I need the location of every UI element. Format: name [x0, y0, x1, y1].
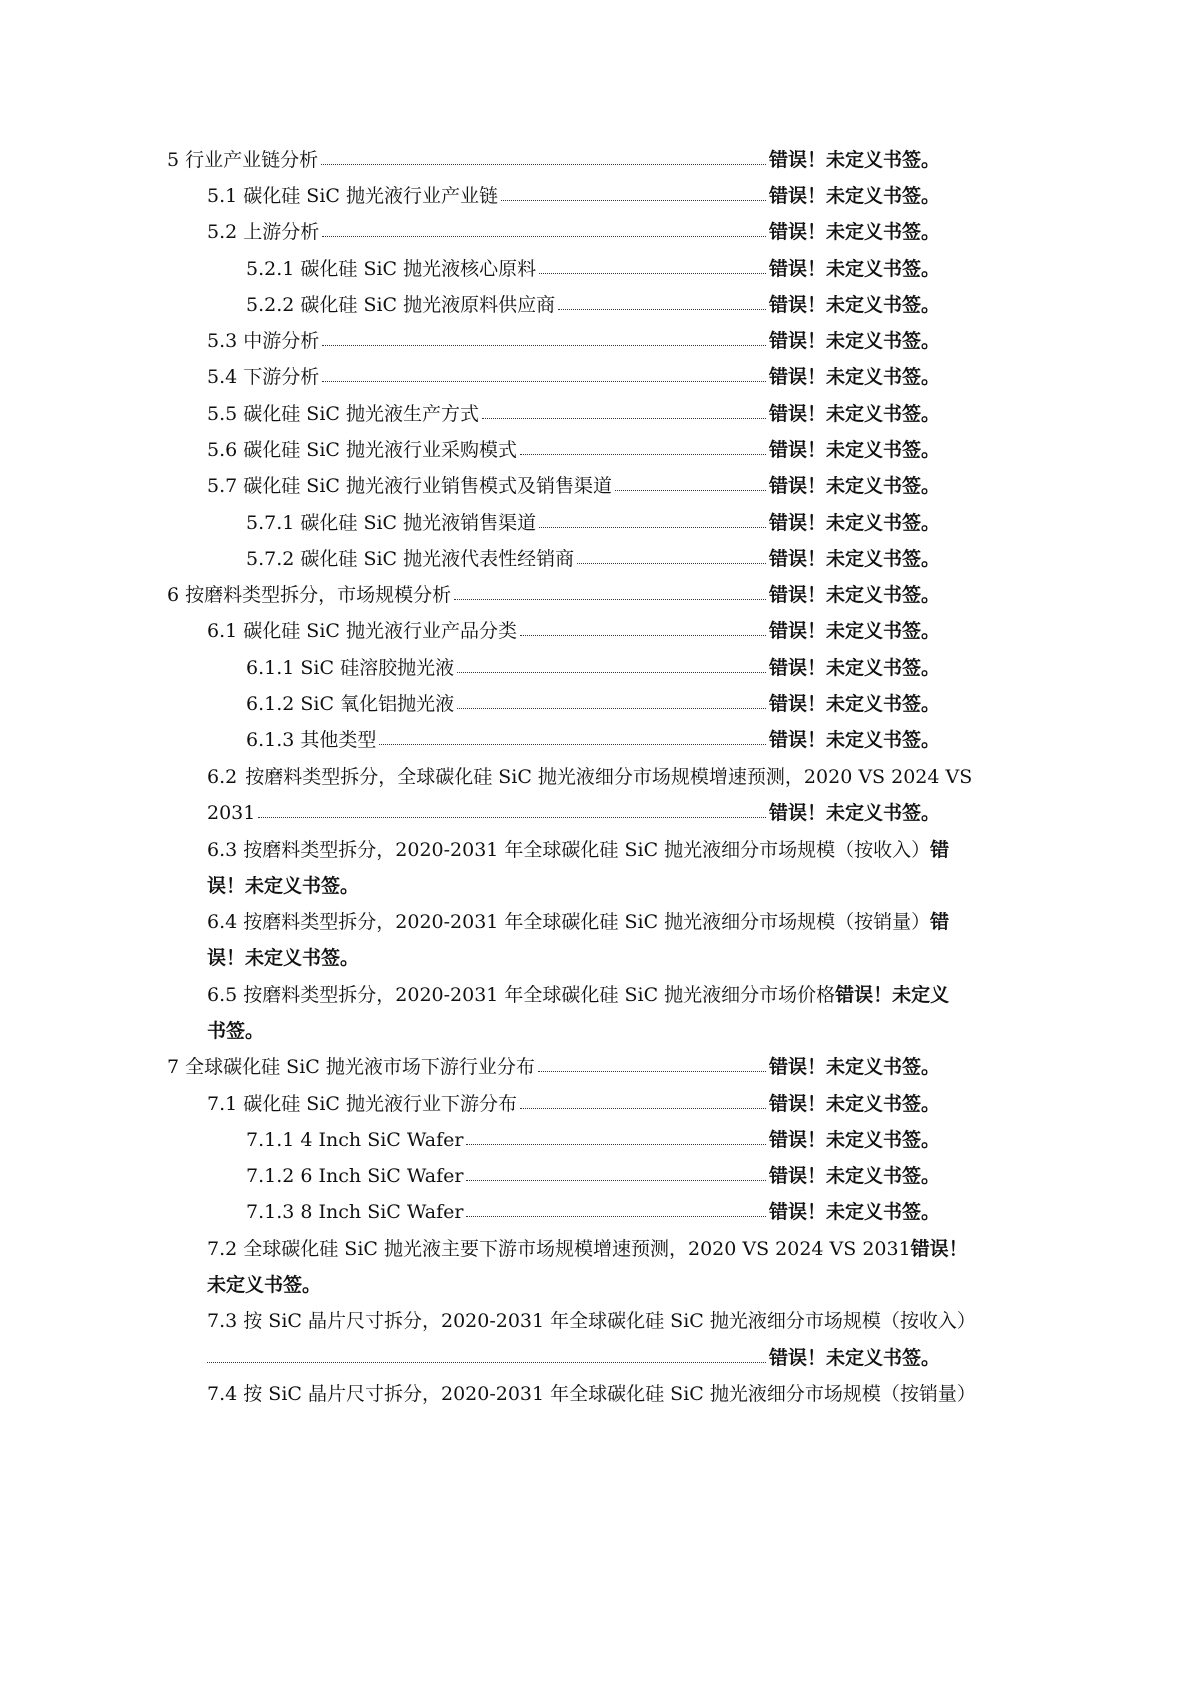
toc-entry-ref: 错误！未定义书签。 — [768, 149, 940, 171]
toc-entry[interactable] — [207, 753, 973, 788]
toc-entry-ref: 错误！未定义书签。 — [768, 439, 940, 461]
toc-entry-title: 6.1.2 SiC 氧化铝抛光液 — [246, 693, 455, 715]
toc-entry-title: 5.2.1 碳化硅 SiC 抛光液核心原料 — [246, 258, 537, 280]
toc-entry-ref: 错误！未定义书签。 — [768, 548, 940, 570]
toc-entry-title: 7.1.2 6 Inch SiC Wafer — [246, 1165, 464, 1187]
toc-entry-title: 7.3 按 SiC 晶片尺寸拆分，2020-2031 年全球碳化硅 SiC 抛光液细分市场规模（按收入） — [207, 1310, 976, 1332]
toc-entry-title: 5.7.1 碳化硅 SiC 抛光液销售渠道 — [246, 512, 537, 534]
toc-entry-ref: 错误！未定义书签。 — [768, 1201, 940, 1223]
toc-entry-ref: 错误！未定义 — [835, 984, 950, 1006]
toc-entry-ref: 错误！未定义书签。 — [768, 512, 940, 534]
dot-leader — [321, 164, 766, 165]
toc-entry-continued[interactable] — [207, 1007, 940, 1041]
toc-entry[interactable] — [207, 1297, 976, 1332]
toc-entry[interactable] — [207, 1225, 968, 1260]
dot-leader — [466, 1144, 766, 1145]
toc-entry[interactable] — [207, 426, 940, 460]
toc-entry-title-cont: 2031 — [207, 802, 256, 824]
dot-leader — [520, 454, 766, 455]
toc-entry-title: 7.4 按 SiC 晶片尺寸拆分，2020-2031 年全球碳化硅 SiC 抛光液细分市场规模（按销量） — [207, 1383, 976, 1405]
dot-leader — [454, 599, 766, 600]
toc-entry-ref: 错误！未定义书签。 — [768, 1165, 940, 1187]
toc-entry-title: 5.2.2 碳化硅 SiC 抛光液原料供应商 — [246, 294, 556, 316]
toc-entry-title: 6.3 按磨料类型拆分，2020-2031 年全球碳化硅 SiC 抛光液细分市场规模（按收入） — [207, 839, 931, 861]
toc-entry-ref: 错误！未定义书签。 — [768, 221, 940, 243]
toc-entry[interactable] — [207, 172, 940, 206]
toc-entry-title: 5.6 碳化硅 SiC 抛光液行业采购模式 — [207, 439, 517, 461]
toc-entry-ref: 误！未定义书签。 — [207, 947, 360, 969]
toc-entry[interactable] — [246, 1188, 940, 1222]
toc-entry-title: 5 行业产业链分析 — [167, 149, 319, 171]
dot-leader — [539, 527, 766, 528]
toc-entry-title: 6.1.1 SiC 硅溶胶抛光液 — [246, 657, 455, 679]
toc-entry-ref: 书签。 — [207, 1020, 265, 1042]
dot-leader — [379, 744, 766, 745]
toc-entry-ref: 错误！未定义书签。 — [768, 620, 940, 642]
toc-entry[interactable] — [246, 1116, 940, 1150]
dot-leader — [457, 672, 766, 673]
dot-leader — [207, 1362, 766, 1363]
toc-entry-ref: 错误！未定义书签。 — [768, 294, 940, 316]
toc-entry-title: 7 全球碳化硅 SiC 抛光液市场下游行业分布 — [167, 1056, 535, 1078]
toc-entry-title: 7.1.1 4 Inch SiC Wafer — [246, 1129, 464, 1151]
dot-leader — [539, 273, 766, 274]
toc-entry[interactable] — [207, 1080, 940, 1114]
toc-entry-title: 6.1 碳化硅 SiC 抛光液行业产品分类 — [207, 620, 517, 642]
toc-entry[interactable] — [207, 390, 940, 424]
toc-entry-title: 6 按磨料类型拆分，市场规模分析 — [167, 584, 452, 606]
toc-entry[interactable] — [207, 317, 940, 351]
toc-entry-continued[interactable] — [207, 862, 940, 896]
toc-entry-continued[interactable] — [207, 1261, 940, 1295]
toc-entry-ref: 错误！未定义书签。 — [768, 1056, 940, 1078]
toc-entry[interactable] — [246, 499, 940, 533]
dot-leader — [482, 418, 766, 419]
toc-entry-continued[interactable] — [207, 1334, 940, 1368]
toc-entry-ref: 错 — [930, 839, 950, 861]
toc-entry[interactable] — [167, 136, 940, 170]
toc-entry[interactable] — [167, 1043, 940, 1077]
toc-entry-ref: 错误！未定义书签。 — [768, 1129, 940, 1151]
toc-entry-ref: 错 — [930, 911, 950, 933]
dot-leader — [520, 635, 766, 636]
toc-entry-ref: 错误！ — [910, 1238, 968, 1260]
toc-entry[interactable] — [246, 281, 940, 315]
toc-entry-continued[interactable] — [207, 789, 940, 823]
toc-entry[interactable] — [207, 208, 940, 242]
toc-entry[interactable] — [167, 571, 940, 605]
toc-entry-ref: 错误！未定义书签。 — [768, 657, 940, 679]
toc-entry[interactable] — [246, 1152, 940, 1186]
toc-entry-ref: 错误！未定义书签。 — [768, 1347, 940, 1369]
toc-entry[interactable] — [246, 535, 940, 569]
toc-entry[interactable] — [246, 644, 940, 678]
toc-entry-continued[interactable] — [207, 934, 940, 968]
dot-leader — [322, 381, 766, 382]
dot-leader — [322, 345, 766, 346]
dot-leader — [258, 817, 766, 818]
toc-entry-ref: 未定义书签。 — [207, 1274, 322, 1296]
dot-leader — [466, 1216, 766, 1217]
toc-entry-title: 5.7 碳化硅 SiC 抛光液行业销售模式及销售渠道 — [207, 475, 612, 497]
toc-entry[interactable] — [207, 353, 940, 387]
toc-entry-ref: 错误！未定义书签。 — [768, 584, 940, 606]
toc-entry-title: 5.4 下游分析 — [207, 366, 320, 388]
toc-entry-title: 5.3 中游分析 — [207, 330, 320, 352]
toc-entry[interactable] — [246, 716, 940, 750]
toc-entry-title: 7.2 全球碳化硅 SiC 抛光液主要下游市场规模增速预测，2020 VS 2024 VS 2031 — [207, 1238, 911, 1260]
toc-entry[interactable] — [207, 971, 950, 1006]
toc-entry-ref: 错误！未定义书签。 — [768, 1093, 940, 1115]
toc-entry[interactable] — [207, 462, 940, 496]
toc-entry[interactable] — [207, 1370, 976, 1405]
dot-leader — [501, 200, 766, 201]
dot-leader — [577, 563, 766, 564]
toc-entry-title: 6.5 按磨料类型拆分，2020-2031 年全球碳化硅 SiC 抛光液细分市场价格 — [207, 984, 836, 1006]
toc-entry-ref: 错误！未定义书签。 — [768, 475, 940, 497]
toc-entry-ref: 错误！未定义书签。 — [768, 802, 940, 824]
toc-entry-ref: 错误！未定义书签。 — [768, 185, 940, 207]
toc-entry-ref: 误！未定义书签。 — [207, 875, 360, 897]
toc-entry-title: 6.2 按磨料类型拆分，全球碳化硅 SiC 抛光液细分市场规模增速预测，2020 VS 2024 VS — [207, 766, 973, 788]
dot-leader — [466, 1180, 766, 1181]
toc-entry-title: 5.2 上游分析 — [207, 221, 320, 243]
dot-leader — [615, 490, 766, 491]
dot-leader — [457, 708, 766, 709]
toc-entry-ref: 错误！未定义书签。 — [768, 693, 940, 715]
toc-entry-title: 5.5 碳化硅 SiC 抛光液生产方式 — [207, 403, 479, 425]
toc-entry-ref: 错误！未定义书签。 — [768, 258, 940, 280]
toc-entry-title: 7.1.3 8 Inch SiC Wafer — [246, 1201, 464, 1223]
toc-entry[interactable] — [207, 898, 950, 933]
dot-leader — [558, 309, 766, 310]
toc-entry-ref: 错误！未定义书签。 — [768, 330, 940, 352]
toc-entry-title: 6.4 按磨料类型拆分，2020-2031 年全球碳化硅 SiC 抛光液细分市场规模（按销量） — [207, 911, 931, 933]
toc-entry[interactable] — [207, 826, 950, 861]
toc-entry[interactable] — [246, 245, 940, 279]
toc-entry-ref: 错误！未定义书签。 — [768, 729, 940, 751]
toc-entry-title: 5.7.2 碳化硅 SiC 抛光液代表性经销商 — [246, 548, 575, 570]
dot-leader — [520, 1108, 766, 1109]
toc-entry[interactable] — [207, 607, 940, 641]
toc-entry-title: 6.1.3 其他类型 — [246, 729, 377, 751]
dot-leader — [538, 1071, 766, 1072]
toc-entry-title: 7.1 碳化硅 SiC 抛光液行业下游分布 — [207, 1093, 517, 1115]
dot-leader — [322, 236, 766, 237]
toc-entry-ref: 错误！未定义书签。 — [768, 366, 940, 388]
toc-entry[interactable] — [246, 680, 940, 714]
toc-entry-title: 5.1 碳化硅 SiC 抛光液行业产业链 — [207, 185, 498, 207]
toc-entry-ref: 错误！未定义书签。 — [768, 403, 940, 425]
